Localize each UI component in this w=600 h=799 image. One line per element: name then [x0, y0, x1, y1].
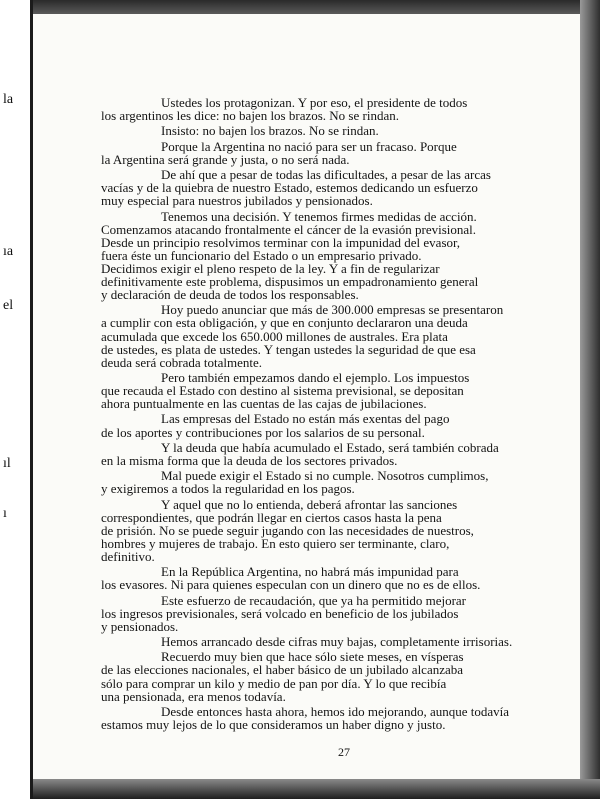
- paragraph: [101, 96, 563, 122]
- paragraph: [101, 705, 563, 731]
- paragraph: [101, 469, 563, 495]
- text-line: y exigiremos a todos la regularidad en los pagos.: [101, 481, 355, 497]
- text-line: Y aquel que no lo entienda, deberá afrontar las sanciones: [161, 496, 458, 512]
- paragraph: [101, 441, 563, 467]
- text-line: vacías y de la quiebra de nuestro Estado, estemos dedicando un esfuerzo: [101, 180, 478, 196]
- body-text: [101, 96, 563, 733]
- text-line: Comenzamos atacando frontalmente el cáncer de la evasión previsional.: [101, 221, 477, 237]
- text-line: Las empresas del Estado no están más exentas del pago: [161, 411, 450, 427]
- text-line: acumulada que excede los 650.000 millones de australes. Era plata: [101, 328, 448, 344]
- text-line: Desde un principio resolvimos terminar con la impunidad del evasor,: [101, 234, 461, 250]
- text-line: estamos muy lejos de lo que consideramos un haber digno y justo.: [101, 717, 446, 733]
- text-line: Decidimos exigir el pleno respeto de la ley. Y a fin de regularizar: [101, 260, 440, 276]
- text-line: Y la deuda que había acumulado el Estado, será también cobrada: [161, 439, 499, 455]
- text-line: Hoy puedo anunciar que más de 300.000 empresas se presentaron: [161, 302, 504, 318]
- text-line: una pensionada, era menos todavía.: [101, 688, 286, 704]
- scanned-page: [30, 0, 600, 799]
- text-line: de ustedes, es plata de ustedes. Y tengan ustedes la seguridad de que esa: [101, 341, 476, 357]
- paragraph: [101, 303, 563, 368]
- text-line: de las elecciones nacionales, el haber básico de un jubilado alcanzaba: [101, 662, 464, 678]
- text-line: de los aportes y contribuciones por los salarios de su personal.: [101, 424, 425, 440]
- scan-shadow-bottom: [33, 779, 600, 799]
- text-line: los evasores. Ni para quienes especulan con un dinero que no es de ellos.: [101, 577, 481, 593]
- text-line: Hemos arrancado desde cifras muy bajas, completamente irrisorias.: [161, 634, 513, 650]
- text-line: y declaración de deuda de todos los responsables.: [101, 287, 359, 303]
- page-number: 27: [338, 745, 350, 759]
- text-line: Ustedes los protagonizan. Y por eso, el presidente de todos: [161, 95, 468, 110]
- text-line: Este esfuerzo de recaudación, que ya ha permitido mejorar: [161, 592, 466, 608]
- margin-fragment: la: [3, 92, 14, 107]
- text-line: Porque la Argentina no nació para ser un fracaso. Porque: [161, 138, 457, 154]
- text-line: los ingresos previsionales, será volcado en beneficio de los jubilados: [101, 605, 459, 621]
- text-line: la Argentina será grande y justa, o no será nada.: [101, 151, 350, 167]
- scan-shadow-top: [33, 0, 600, 14]
- text-line: correspondientes, que podrán llegar en ciertos casos hasta la pena: [101, 509, 442, 525]
- paragraph: [101, 371, 563, 410]
- paragraph: [101, 210, 563, 302]
- text-line: Desde entonces hasta ahora, hemos ido mejorando, aunque todavía: [161, 703, 509, 719]
- scan-shadow-right: [580, 0, 600, 799]
- margin-fragment: ı: [3, 506, 7, 521]
- text-line: que recauda el Estado con destino al sistema previsional, se depositan: [101, 383, 464, 399]
- margin-fragment: ıa: [3, 244, 14, 259]
- text-line: de prisión. No se puede seguir jugando con las necesidades de nuestros,: [101, 522, 474, 538]
- text-line: ahora puntualmente en las cuentas de las cajas de jubilaciones.: [101, 396, 427, 412]
- text-line: Recuerdo muy bien que hace sólo siete meses, en vísperas: [161, 649, 464, 665]
- adjacent-page-strip: [0, 0, 30, 799]
- paragraph: [101, 565, 563, 591]
- text-line: Mal puede exigir el Estado si no cumple. Nosotros cumplimos,: [161, 468, 489, 484]
- text-line: sólo para comprar un kilo y medio de pan por día. Y lo que recibía: [101, 675, 447, 691]
- paragraph: [101, 635, 563, 648]
- text-line: Tenemos una decisión. Y tenemos firmes medidas de acción.: [161, 208, 477, 224]
- text-line: fuera éste un funcionario del Estado o un empresario privado.: [101, 247, 422, 263]
- paragraph: [101, 168, 563, 207]
- paragraph: [101, 124, 563, 137]
- paragraph: [101, 498, 563, 563]
- text-line: los argentinos les dice: no bajen los brazos. No se rindan.: [101, 108, 399, 124]
- paragraph: [101, 594, 563, 633]
- text-line: a cumplir con esta obligación, y que en conjunto declararon una deuda: [101, 315, 468, 331]
- text-line: hombres y mujeres de trabajo. En esto quiero ser terminante, claro,: [101, 535, 450, 551]
- text-line: definitivamente este problema, dispusimos un empadronamiento general: [101, 273, 479, 289]
- paragraph: [101, 412, 563, 438]
- margin-fragment: el: [3, 298, 14, 313]
- text-line: y pensionados.: [101, 618, 179, 634]
- text-line: En la República Argentina, no habrá más impunidad para: [161, 564, 459, 580]
- text-line: deuda será cobrada totalmente.: [101, 354, 262, 370]
- text-line: muy especial para nuestros jubilados y pensionados.: [101, 193, 373, 209]
- margin-fragment: ıl: [3, 456, 11, 471]
- text-line: definitivo.: [101, 548, 155, 564]
- paragraph: [101, 650, 563, 702]
- text-line: Insisto: no bajen los brazos. No se rindan.: [161, 123, 379, 139]
- text-line: en la misma forma que la deuda de los sectores privados.: [101, 452, 398, 468]
- text-line: De ahí que a pesar de todas las dificultades, a pesar de las arcas: [161, 167, 491, 183]
- text-line: Pero también empezamos dando el ejemplo. Los impuestos: [161, 370, 470, 385]
- paragraph: [101, 140, 563, 166]
